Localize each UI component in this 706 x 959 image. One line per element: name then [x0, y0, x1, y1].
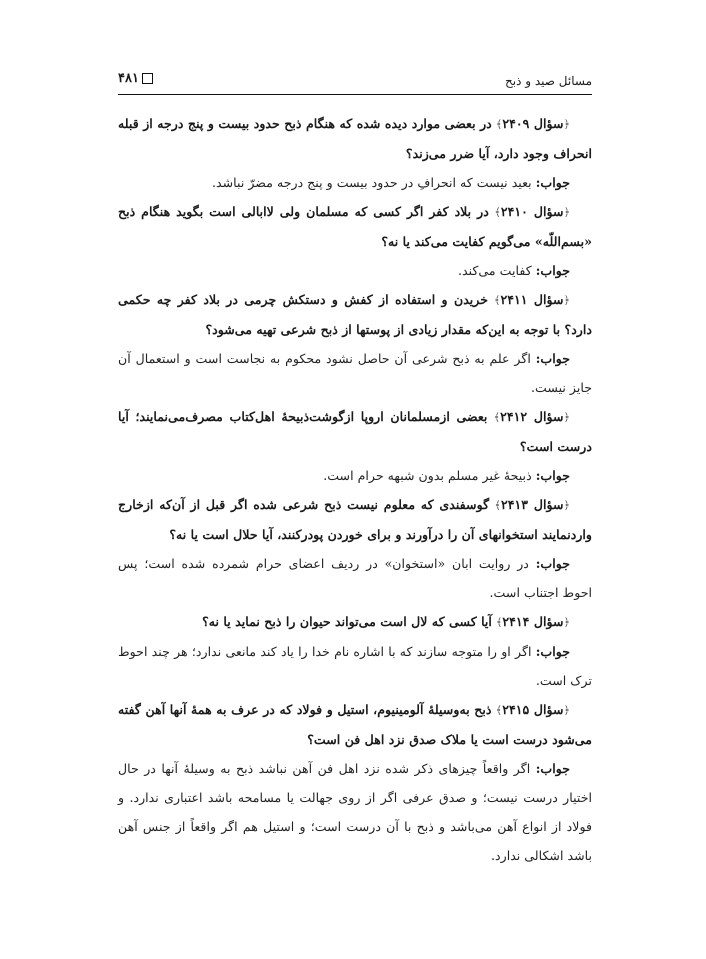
- qa-entry: [118, 109, 592, 197]
- answer-label: جواب:: [535, 644, 570, 659]
- question-text: در بعضی موارد دیده شده که هنگام ذبح حدود بیست و پنج درجه از قبله انحراف وجود دارد، آیا ضرر می‌زند؟: [118, 116, 592, 161]
- answer-paragraph: [118, 754, 592, 870]
- answer-paragraph: [118, 461, 592, 490]
- answer-text: اگر علم به ذبح شرعی آن حاصل نشود محکوم به نجاست است و استعمال آن جایز نیست.: [118, 351, 592, 395]
- qa-entry: [118, 402, 592, 490]
- qa-entry: [118, 607, 592, 695]
- answer-text: کفایت می‌کند.: [457, 263, 532, 278]
- ornament-close-icon: ﴾: [494, 499, 501, 512]
- book-page: [118, 66, 592, 870]
- question-number: سؤال ۲۴۱۴: [502, 614, 564, 629]
- answer-text: اگر او را متوجه سازند که با اشاره نام خدا را یاد کند مانعی ندارد؛ هر چند احوط ترک است.: [118, 644, 592, 688]
- ornament-open-icon: ﴿: [563, 206, 571, 219]
- qa-content: [118, 95, 592, 870]
- answer-paragraph: [118, 344, 592, 402]
- qa-entry: [118, 490, 592, 607]
- question-paragraph: [118, 490, 592, 549]
- question-number: سؤال ۲۴۱۲: [500, 409, 564, 424]
- ornament-open-icon: ﴿: [563, 616, 570, 629]
- answer-text: اگر واقعاً چیزهای ذکر شده نزد اهل فن آهن نباشد ذبح به وسیلهٔ آنها در حال اختیار درست نیست؛ و صدق عرفی اگر از روی جهالت یا مسامحه باشد اعتباری ندارد. و فولاد از انواع آهن می‌باشد و ذبح با آن درست است؛ و استیل هم اگر واقعاً از جنس آهن باشد اشکالی ندارد.: [118, 761, 592, 863]
- ornament-close-icon: ﴾: [495, 118, 503, 131]
- answer-label: جواب:: [535, 263, 570, 278]
- page-number: [118, 71, 153, 86]
- question-text: آیا کسی که لال است می‌تواند حیوان را ذبح نماید یا نه؟: [202, 614, 492, 629]
- ornament-open-icon: ﴿: [563, 499, 570, 512]
- question-paragraph: [118, 285, 592, 344]
- qa-entry: [118, 285, 592, 402]
- ornament-open-icon: ﴿: [563, 411, 570, 424]
- question-text: در بلاد کفر اگر کسی که مسلمان ولی لاابالی است بگوید هنگام ذبح «بسم‌اللّه» می‌گویم کفایت می‌کند یا نه؟: [118, 204, 592, 249]
- square-icon: [142, 73, 153, 84]
- question-text: بعضی ازمسلمانان اروپا ازگوشت‌ذبیحهٔ اهل‌کتاب مصرف‌می‌نمایند؛ آیا درست است؟: [118, 409, 592, 454]
- ornament-close-icon: ﴾: [494, 206, 501, 219]
- answer-paragraph: [118, 549, 592, 607]
- answer-paragraph: [118, 637, 592, 695]
- answer-text: در روایت ابان «استخوان» در ردیف اعضای حرام شمرده شده است؛ پس احوط اجتناب است.: [118, 556, 592, 600]
- qa-entry: [118, 695, 592, 870]
- ornament-open-icon: ﴿: [563, 294, 570, 307]
- answer-text: ذبیحهٔ غیر مسلم بدون شبهه حرام است.: [323, 468, 532, 483]
- answer-label: جواب:: [535, 556, 570, 571]
- question-number: سؤال ۲۴۱۰: [500, 204, 564, 219]
- answer-paragraph: [118, 256, 592, 285]
- question-paragraph: [118, 402, 592, 461]
- question-number: سؤال ۲۴۱۳: [500, 497, 564, 512]
- ornament-open-icon: ﴿: [563, 118, 570, 131]
- answer-label: جواب:: [535, 468, 570, 483]
- question-paragraph: [118, 197, 592, 256]
- running-title: مسائل صید و ذبح: [505, 74, 592, 88]
- question-number: سؤال ۲۴۰۹: [502, 116, 564, 131]
- question-text: خریدن و استفاده از کفش و دستکش چرمی در بلاد کفر چه حکمی دارد؟ با توجه به این‌که مقدار زیادی از پوستها از ذبح شرعی تهیه می‌شود؟: [118, 292, 592, 337]
- question-text: گوسفندی که معلوم نیست ذبح شرعی شده اگر قبل از آن‌که ازخارج واردنمایند استخوانهای آن را درآورند و برای خوردن پودرکنند، آیا حلال است یا نه؟: [118, 497, 592, 542]
- question-paragraph: [118, 607, 592, 637]
- ornament-open-icon: ﴿: [563, 704, 570, 717]
- page-number-text: ۴۸۱: [118, 71, 139, 86]
- qa-entry: [118, 197, 592, 285]
- ornament-close-icon: ﴾: [495, 704, 503, 717]
- question-number: سؤال ۲۴۱۵: [502, 702, 564, 717]
- question-paragraph: [118, 109, 592, 168]
- answer-paragraph: [118, 168, 592, 197]
- answer-label: جواب:: [535, 351, 570, 366]
- answer-label: جواب:: [535, 175, 570, 190]
- ornament-close-icon: ﴾: [493, 411, 501, 424]
- page-header: [118, 66, 592, 95]
- answer-text: بعید نیست که انحرافِ در حدود بیست و پنج درجه مضرّ نباشد.: [212, 175, 532, 190]
- answer-label: جواب:: [535, 761, 570, 776]
- ornament-close-icon: ﴾: [495, 616, 503, 629]
- ornament-close-icon: ﴾: [494, 294, 501, 307]
- question-text: ذبح به‌وسیلهٔ آلومینیوم، استیل و فولاد که در عرف به همهٔ آنها آهن گفته می‌شود درست است یا ملاک صدق نزد اهل فن است؟: [118, 702, 592, 747]
- question-paragraph: [118, 695, 592, 754]
- question-number: سؤال ۲۴۱۱: [500, 292, 564, 307]
